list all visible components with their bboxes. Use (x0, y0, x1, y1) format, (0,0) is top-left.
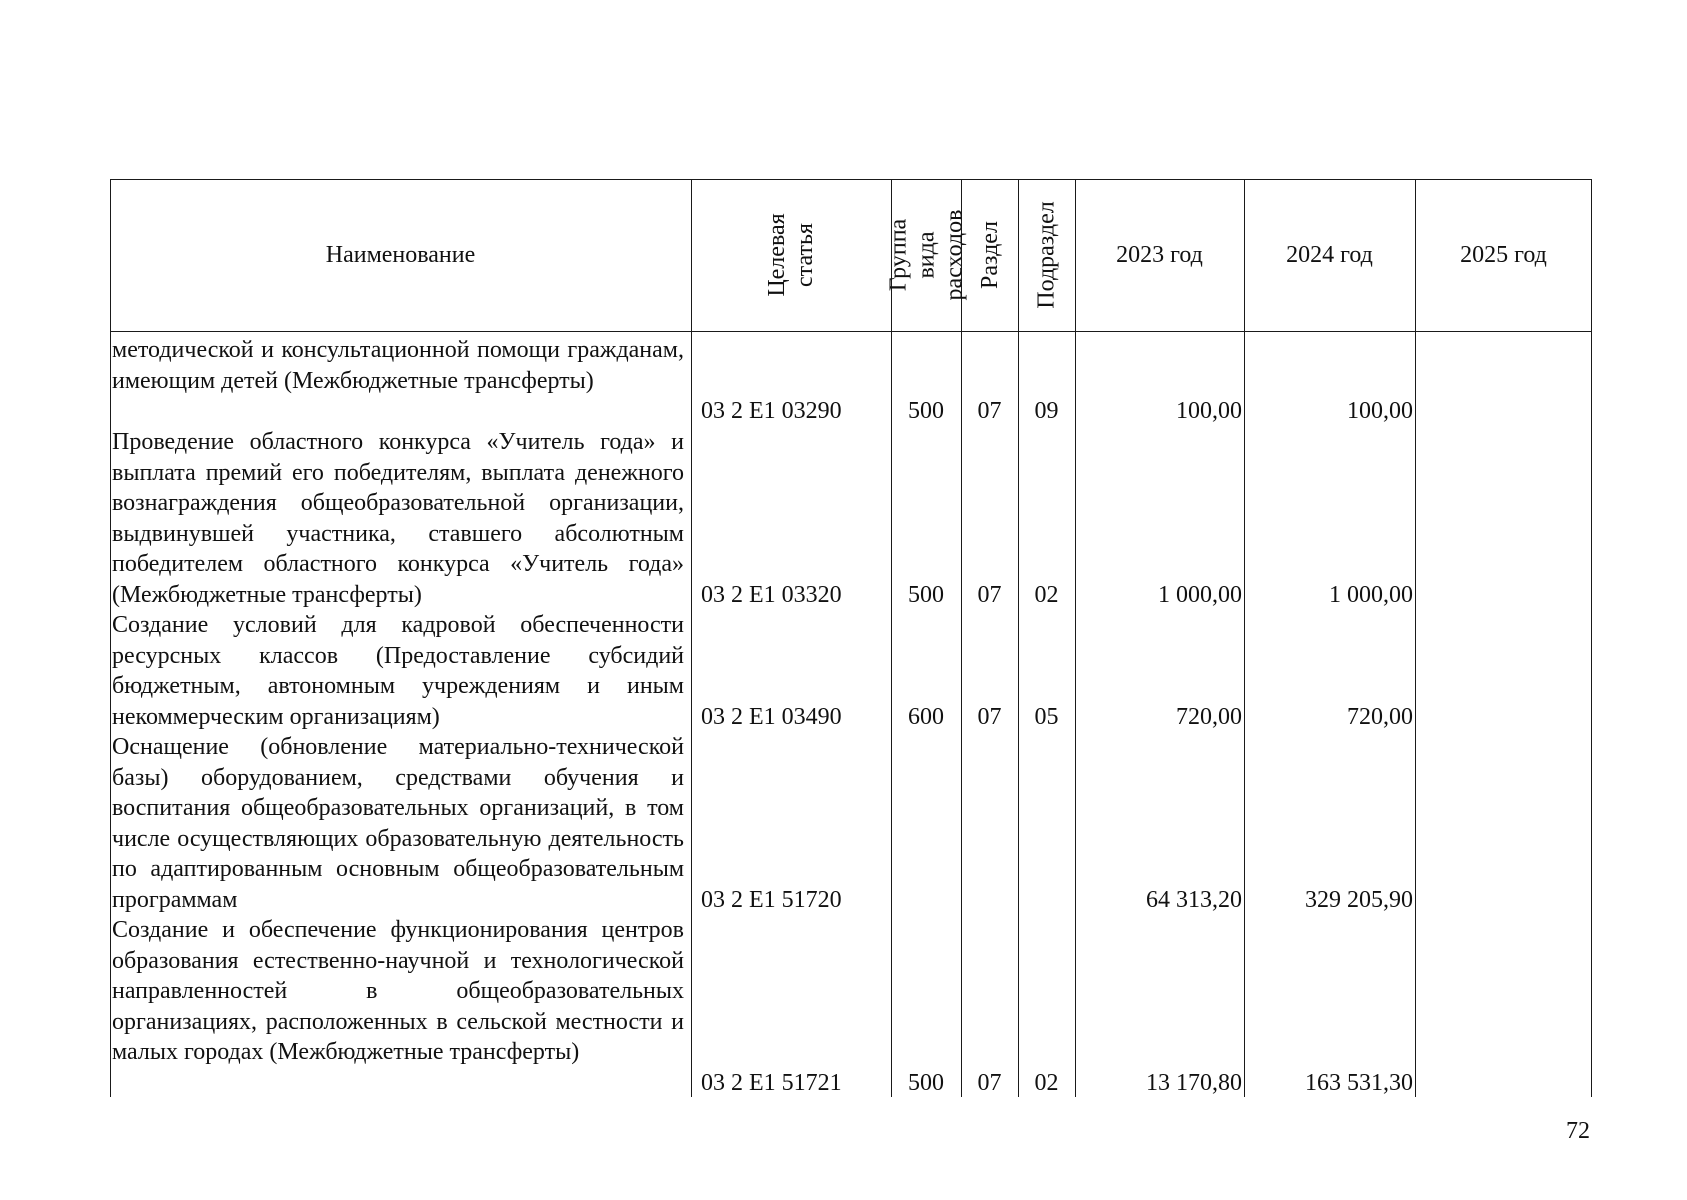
header-name-text: Наименование (325, 242, 476, 268)
row-code: 03 2 Е1 03320 (701, 582, 842, 608)
row-2023: 720,00 (1176, 704, 1242, 730)
row-expense-group: 500 (908, 1070, 944, 1096)
page-number: 72 (1566, 1118, 1590, 1144)
row-section: 07 (977, 582, 1002, 608)
row-2024: 720,00 (1347, 704, 1413, 730)
header-expense-group (885, 179, 968, 331)
row-code: 03 2 Е1 03490 (701, 704, 842, 730)
header-2025-text: 2025 год (1460, 242, 1547, 268)
header-name (110, 179, 691, 331)
budget-table (110, 179, 1592, 1097)
header-2024 (1244, 179, 1415, 331)
header-subsection (1018, 179, 1075, 331)
header-expense-group-text: Группа вида расходов (885, 209, 968, 301)
header-bottom-border (110, 331, 1592, 332)
row-section: 07 (977, 398, 1002, 424)
header-section-text: Раздел (976, 221, 1003, 289)
header-2024-text: 2024 год (1286, 242, 1373, 268)
row-subsection: 09 (1034, 398, 1059, 424)
row-code: 03 2 Е1 51721 (701, 1070, 842, 1096)
row-code: 03 2 Е1 03290 (701, 398, 842, 424)
row-2024: 329 205,90 (1305, 887, 1413, 913)
row-subsection: 02 (1034, 582, 1059, 608)
header-code (691, 179, 891, 331)
header-code-text: Целевая статья (764, 213, 818, 297)
row-code: 03 2 Е1 51720 (701, 887, 842, 913)
row-section: 07 (977, 1070, 1002, 1096)
row-2024: 1 000,00 (1329, 582, 1413, 608)
header-2023-text: 2023 год (1116, 242, 1203, 268)
header-2025 (1415, 179, 1592, 331)
row-name: Создание условий для кадровой обеспеченности ресурсных классов (Предоставление субсидий бюджетным, автономным учреждениям и иным некоммерческим организациям) (112, 612, 684, 730)
row-subsection: 02 (1034, 1070, 1059, 1096)
row-name: Создание и обеспечение функционирования центров образования естественно-научной и технологической направленностей в общеобразовательных организациях, расположенных в сельской местности и малых городах (Межбюджетные трансферты) (112, 917, 684, 1065)
row-2024: 163 531,30 (1305, 1070, 1413, 1096)
row-2024: 100,00 (1347, 398, 1413, 424)
row-name: Оснащение (обновление материально-технической базы) оборудованием, средствами обучения и воспитания общеобразовательных организаций, в том числе осуществляющих образовательную деятельность по адаптированным основным общеобразовательным программам (112, 734, 684, 913)
row-expense-group: 500 (908, 398, 944, 424)
row-2023: 1 000,00 (1158, 582, 1242, 608)
row-expense-group: 600 (908, 704, 944, 730)
row-name: методической и консультационной помощи гражданам, имеющим детей (Межбюджетные трансферты) (112, 337, 684, 394)
header-section (961, 179, 1018, 331)
row-section: 07 (977, 704, 1002, 730)
row-2023: 13 170,80 (1146, 1070, 1242, 1096)
row-2023: 100,00 (1176, 398, 1242, 424)
header-2023 (1075, 179, 1244, 331)
header-subsection-text: Подраздел (1033, 201, 1060, 309)
row-subsection: 05 (1034, 704, 1059, 730)
row-2023: 64 313,20 (1146, 887, 1242, 913)
row-name: Проведение областного конкурса «Учитель года» и выплата премий его победителям, выплата денежного вознаграждения общеобразовательной организации, выдвинувшей участника, ставшего абсолютным победителем областного конкурса «Учитель года» (Межбюджетные трансферты) (112, 429, 684, 608)
row-expense-group: 500 (908, 582, 944, 608)
